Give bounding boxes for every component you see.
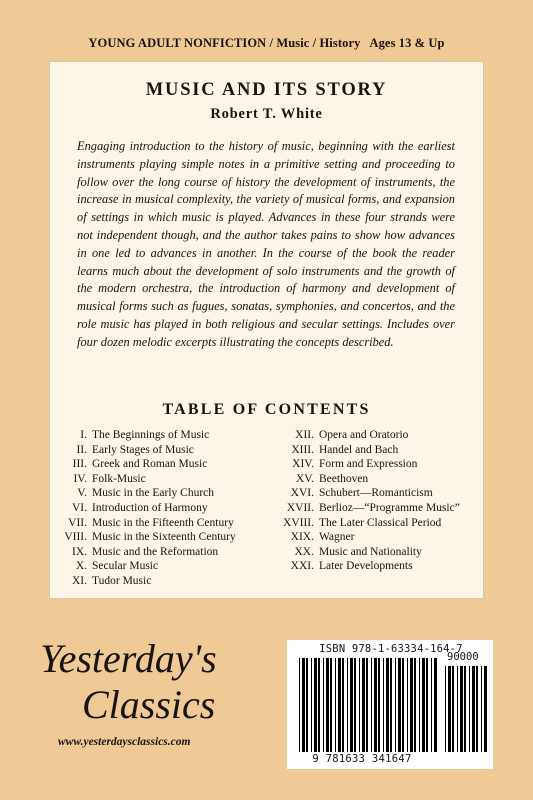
barcode-bar [306, 658, 308, 752]
barcode-bar [318, 658, 320, 752]
toc-item [269, 443, 460, 458]
toc-title: Opera and Oratorio [319, 429, 409, 441]
barcode-bar [464, 666, 466, 752]
isbn-label: ISBN 978-1-63334-164-7 [319, 643, 463, 655]
toc-item [58, 501, 236, 516]
toc-item [58, 559, 236, 574]
barcode-bar [457, 666, 458, 752]
barcode-bar [445, 666, 446, 752]
barcode-bar [299, 658, 300, 752]
toc-number: XVI. [290, 487, 314, 500]
toc-title: The Beginnings of Music [92, 429, 210, 441]
toc-number: V. [77, 487, 87, 500]
toc-number: VI. [71, 501, 87, 514]
barcode-bar [395, 658, 396, 752]
toc-number: IV. [73, 472, 87, 485]
barcode-bar [314, 658, 317, 752]
toc-number: XII. [295, 429, 314, 441]
toc-number: VIII. [64, 531, 87, 544]
category-line: YOUNG ADULT NONFICTION / Music / History Ages 13 & Up [88, 36, 445, 50]
toc-number: XIII. [291, 443, 314, 456]
toc-number: XIV. [292, 458, 314, 471]
toc-item [58, 545, 236, 560]
barcode-bar [371, 658, 372, 752]
barcode-bar [431, 658, 432, 752]
toc-number: XIX. [290, 531, 314, 544]
toc-title: Schubert—Romanticism [319, 487, 433, 500]
toc-title: Folk-Music [92, 472, 146, 485]
toc-title: Tudor Music [92, 574, 152, 587]
barcode-bar [354, 658, 356, 752]
toc-title: Music in the Sixteenth Century [92, 531, 236, 544]
toc-number: III. [72, 458, 87, 471]
publisher-website: www.yesterdaysclassics.com [58, 736, 191, 748]
toc-item [58, 530, 236, 545]
toc-title: Form and Expression [319, 458, 418, 471]
toc-number: X. [75, 560, 87, 573]
toc-title: Music and the Reformation [92, 545, 219, 558]
toc-title: Later Developments [319, 560, 413, 573]
toc-number: II. [76, 443, 87, 456]
barcode-bar [311, 658, 312, 752]
barcode-bar [378, 658, 380, 752]
barcode-bar [335, 658, 336, 752]
barcode-bar [481, 666, 482, 752]
toc-item [269, 559, 460, 574]
toc-title: Introduction of Harmony [92, 501, 208, 514]
toc-title: Wagner [319, 531, 355, 544]
barcode-bar [434, 658, 437, 752]
toc-item [58, 472, 236, 487]
toc-item [58, 486, 236, 501]
barcode-bar [402, 658, 404, 752]
toc-number: XV. [295, 472, 314, 485]
toc-item [269, 457, 460, 472]
toc-heading: TABLE OF CONTENTS [162, 401, 371, 418]
price-code: 90000 [447, 651, 479, 663]
book-title: MUSIC AND ITS STORY [145, 80, 388, 100]
barcode-bar [422, 658, 425, 752]
barcode-bar [484, 666, 487, 752]
barcode-block [287, 640, 493, 769]
toc-title: Beethoven [319, 472, 369, 485]
barcode-bar [323, 658, 324, 752]
barcode-bar [476, 666, 478, 752]
barcode-bar [398, 658, 401, 752]
book-author: Robert T. White [210, 106, 323, 122]
toc-item [269, 486, 460, 501]
barcode-bar [383, 658, 384, 752]
barcode-bar [326, 658, 329, 752]
toc-item [269, 516, 460, 531]
toc-item [269, 428, 460, 443]
toc-title: Early Stages of Music [92, 443, 194, 456]
toc-number: XVIII. [283, 516, 314, 529]
barcode-bar [350, 658, 353, 752]
barcode-bar [419, 658, 420, 752]
toc-title: Music in the Fifteenth Century [92, 516, 234, 529]
barcode-bar [426, 658, 428, 752]
barcode-bar [469, 666, 470, 752]
barcode-bar [448, 666, 451, 752]
toc-left-column [58, 428, 236, 589]
barcode-bar [342, 658, 344, 752]
barcode-bar [390, 658, 392, 752]
toc-item [269, 545, 460, 560]
toc-title: Handel and Bach [319, 443, 399, 456]
toc-item [58, 457, 236, 472]
barcode-bar [374, 658, 377, 752]
toc-item [58, 428, 236, 443]
barcode-bar [472, 666, 475, 752]
barcode-bar [407, 658, 408, 752]
book-description: Engaging introduction to the history of music, beginning with the earliest instruments playing simple notes in a primitive setting and proceeding to follow over the long course of history the development of instruments, the increase in musical complexity, the variety of musical forms, and expansion of settings in which music is played. Advances in these four strands were not independent though, and the author takes pains to show how advances in one led to advances in another. In the course of the book the reader learns much about the development of solo instruments and the growth of the modern orchestra, the introduction of harmony and development of musical forms such as fugues, sonatas, symphonies, and concertos, and the role music has played in both religious and secular settings. Includes over four dozen melodic excerpts illustrating the concepts described. [77, 139, 455, 349]
toc-title: Secular Music [92, 560, 159, 573]
toc-number: XVII. [286, 501, 314, 514]
ean-digits: 9 781633 341647 [312, 753, 412, 765]
toc-title: The Later Classical Period [319, 516, 442, 529]
barcode-bar [330, 658, 332, 752]
toc-number: XI. [71, 574, 87, 587]
barcode-bar [460, 666, 463, 752]
toc-title: Music in the Early Church [92, 487, 215, 500]
barcode-bar [414, 658, 416, 752]
toc-item [269, 530, 460, 545]
barcode-bar [302, 658, 305, 752]
toc-title: Greek and Roman Music [92, 458, 208, 471]
toc-right-column [269, 428, 460, 574]
toc-number: I. [80, 429, 87, 441]
toc-item [269, 501, 460, 516]
toc-item [269, 472, 460, 487]
barcode-bar [362, 658, 365, 752]
toc-number: XX. [294, 545, 314, 558]
toc-number: XXI. [290, 560, 314, 573]
barcode-bar [366, 658, 368, 752]
barcode-bar [338, 658, 341, 752]
toc-number: VII. [68, 516, 87, 529]
barcode-bar [359, 658, 360, 752]
barcode-bar [347, 658, 348, 752]
toc-number: IX. [71, 545, 87, 558]
toc-item [58, 516, 236, 531]
toc-item [58, 574, 236, 589]
publisher-logo-line1: Yesterday's [40, 636, 217, 681]
toc-item [58, 443, 236, 458]
toc-title: Music and Nationality [319, 545, 422, 558]
publisher-logo-line2: Classics [82, 682, 216, 727]
barcode-bar [386, 658, 389, 752]
barcode-bar [410, 658, 413, 752]
toc-title: Berlioz—“Programme Music” [319, 501, 460, 514]
barcode-bar [452, 666, 454, 752]
